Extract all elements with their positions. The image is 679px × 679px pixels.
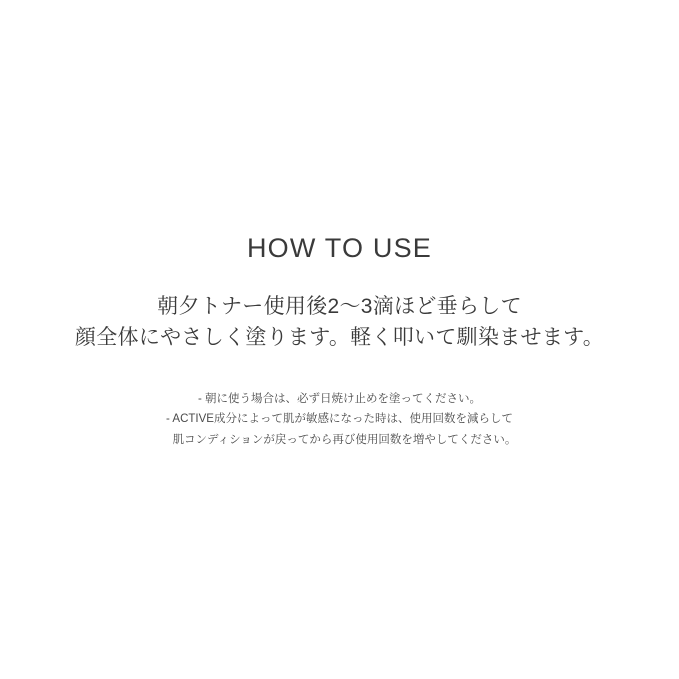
usage-instructions — [40, 292, 640, 353]
usage-notes — [0, 389, 679, 449]
usage-note-3: 肌コンディションが戻ってから再び使用回数を増やしてください。 — [172, 433, 517, 446]
usage-instructions-line-1: 朝夕トナー使用後2〜3滴ほど垂らして — [157, 295, 522, 319]
usage-note-2: - ACTIVE成分によって肌が敏感になった時は、使用回数を減らして — [166, 413, 513, 426]
how-to-use-block — [0, 232, 679, 450]
usage-instructions-line-2: 顔全体にやさしく塗ります。軽く叩いて馴染ませます。 — [74, 325, 605, 349]
page-title: HOW TO USE — [246, 233, 433, 263]
usage-note-1: - 朝に使う場合は、必ず日焼け止めを塗ってください。 — [197, 393, 482, 406]
